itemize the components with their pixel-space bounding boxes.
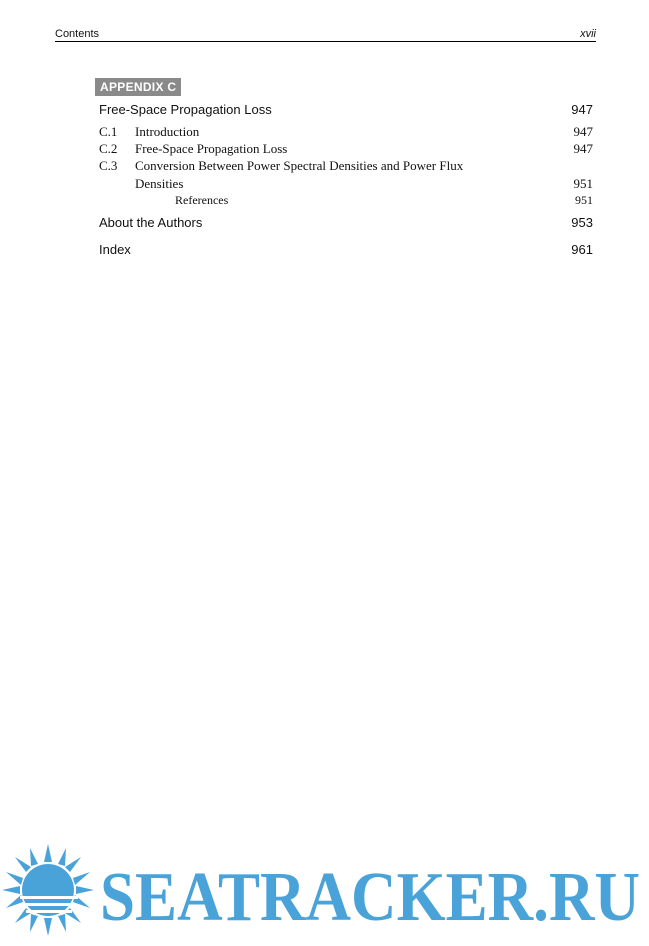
section-page: 947: [573, 141, 593, 156]
section-title-continued: Densities: [135, 176, 184, 191]
toc-entry-about-the-authors[interactable]: [99, 215, 593, 231]
toc-entry-title: Index: [99, 242, 131, 257]
section-title: Free-Space Propagation Loss: [135, 141, 288, 156]
toc-entry-index[interactable]: [99, 242, 593, 258]
watermark: [0, 840, 649, 941]
toc-entry-references[interactable]: [99, 193, 593, 208]
section-page: 947: [573, 124, 593, 139]
toc-entry-title: Free-Space Propagation Loss: [99, 102, 272, 117]
toc-entry-section-c2[interactable]: [99, 141, 593, 157]
section-number: C.1: [99, 124, 118, 139]
appendix-badge: APPENDIX C: [95, 78, 181, 96]
toc-entry-section-c1[interactable]: [99, 124, 593, 140]
running-header: [55, 28, 596, 42]
toc-entry-page: 953: [571, 215, 593, 230]
toc-entry-page: 961: [571, 242, 593, 257]
running-header-page-number: xvii: [580, 28, 596, 40]
section-number: C.2: [99, 141, 118, 156]
sun-logo-icon: [2, 844, 94, 936]
section-title: Introduction: [135, 124, 200, 139]
toc-entry-page: 947: [571, 102, 593, 117]
section-page: 951: [573, 176, 593, 191]
toc-entry-title: About the Authors: [99, 215, 203, 230]
watermark-text: SEATRACKER.RU: [100, 859, 640, 936]
running-header-title: Contents: [55, 28, 100, 40]
section-number: C.3: [99, 158, 118, 173]
toc-entry-appendix-title[interactable]: [99, 102, 593, 118]
watermark-graphic: [0, 840, 649, 941]
toc-entry-section-c3[interactable]: [99, 158, 593, 192]
references-page: 951: [575, 193, 593, 207]
section-title: Conversion Between Power Spectral Densities and Power Flux: [135, 158, 464, 173]
references-title: References: [175, 193, 229, 207]
